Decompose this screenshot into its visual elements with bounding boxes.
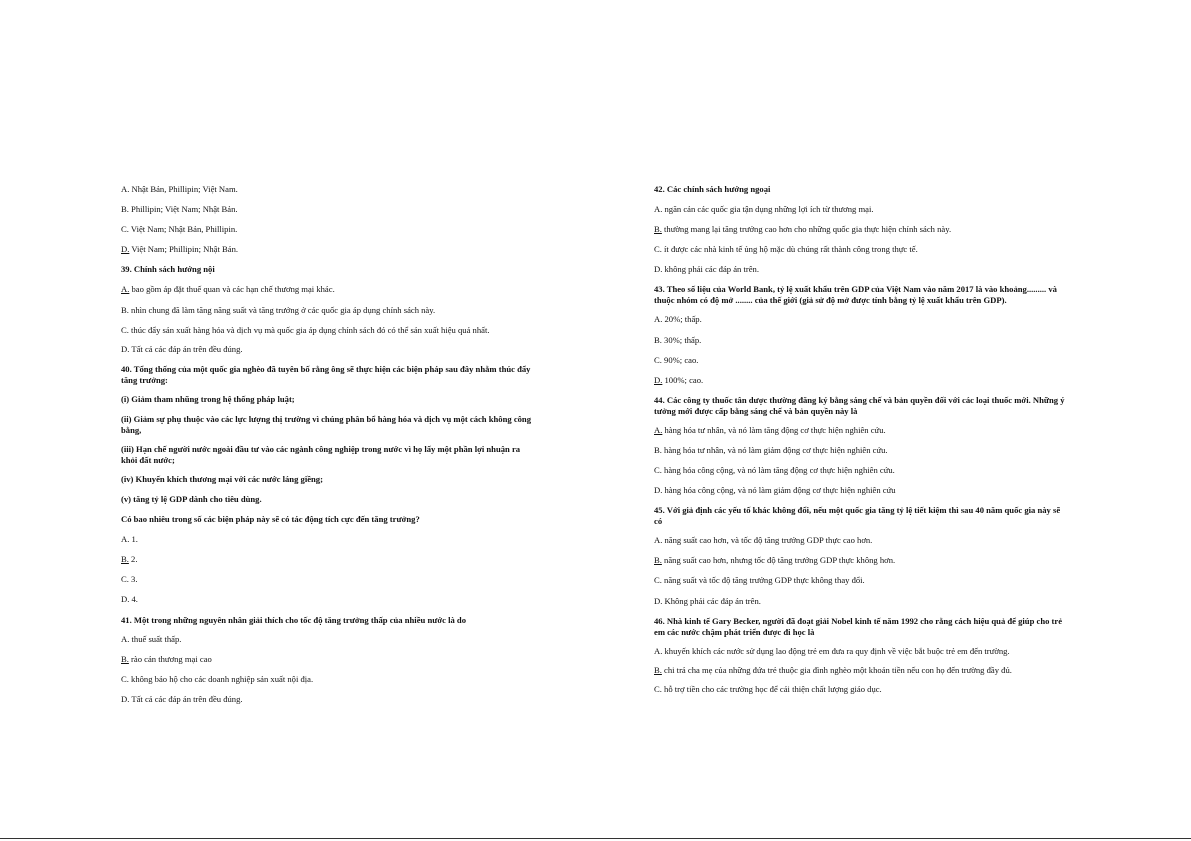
- answer-option: [654, 555, 1066, 566]
- option-letter: B.: [654, 664, 662, 675]
- option-letter: D.: [121, 693, 130, 704]
- answer-option: [121, 574, 533, 585]
- answer-option: [121, 674, 533, 685]
- question-text: [121, 364, 533, 386]
- answer-option: [121, 325, 533, 336]
- question-text: [654, 505, 1066, 527]
- page-bottom-rule: [0, 838, 1191, 839]
- question-body: 40. Tổng thống của một quốc gia nghèo đã tuyên bố rằng ông sẽ thực hiện các biện pháp sau đây nhằm thúc đẩy tăng trưởng:: [121, 363, 531, 385]
- answer-option: [654, 445, 1066, 456]
- option-text: Nhật Bản, Phillipin; Việt Nam.: [129, 184, 238, 194]
- answer-option: [654, 646, 1066, 657]
- answer-option: [121, 694, 533, 705]
- option-letter: B.: [654, 555, 662, 566]
- option-text: khuyến khích các nước sử dụng lao động trẻ em đưa ra quy định về việc bắt buộc trẻ em đến trường.: [662, 645, 1010, 656]
- question-body: 39. Chính sách hướng nội: [121, 264, 215, 275]
- option-letter: D.: [121, 594, 130, 605]
- answer-option: [654, 335, 1066, 346]
- option-text: hỗ trợ tiền cho các trường học để cải thiện chất lượng giáo dục.: [661, 683, 882, 694]
- option-letter: A.: [654, 645, 663, 656]
- answer-option: [654, 375, 1066, 386]
- question-body: 46. Nhà kinh tế Gary Becker, người đã đoạt giải Nobel kinh tế năm 1992 cho rằng cách hiệu quả để giúp cho trẻ em các nước chậm phát triển được đi học là: [654, 615, 1063, 637]
- question-text: [121, 514, 533, 525]
- answer-option: [121, 184, 533, 195]
- question-text: [121, 444, 533, 466]
- option-text: 100%; cao.: [662, 374, 704, 385]
- answer-option: [654, 665, 1066, 676]
- option-letter: B.: [654, 224, 662, 235]
- option-letter: D.: [654, 264, 663, 275]
- option-text: chi trả cha mẹ của những đứa trẻ thuộc gia đình nghèo một khoản tiền nếu con họ đến trường đầy đủ.: [661, 664, 1012, 675]
- option-letter: C.: [121, 224, 129, 235]
- answer-option: [121, 305, 533, 316]
- option-letter: A.: [654, 204, 663, 215]
- option-letter: A.: [121, 534, 130, 545]
- option-text: Tất cả các đáp án trên đều đúng.: [129, 693, 243, 704]
- answer-option: [654, 575, 1066, 586]
- option-letter: C.: [654, 575, 662, 586]
- option-text: năng suất cao hơn, và tốc độ tăng trưởng GDP thực cao hơn.: [662, 535, 873, 546]
- option-letter: A.: [654, 535, 663, 546]
- option-text: Việt Nam; Phillipin; Nhật Bản.: [129, 244, 239, 255]
- answer-option: [654, 535, 1066, 546]
- question-body: (i) Giảm tham nhũng trong hệ thống pháp luật;: [121, 393, 295, 404]
- option-text: hàng hóa tư nhân, và nó làm tăng động cơ thực hiện nghiên cứu.: [662, 424, 886, 435]
- option-text: thúc đẩy sản xuất hàng hóa và dịch vụ mà quốc gia áp dụng chính sách đó có thể sản xuất hiệu quả nhất.: [128, 324, 490, 335]
- question-body: Có bao nhiêu trong số các biện pháp này sẽ có tác động tích cực đến tăng trưởng?: [121, 514, 420, 525]
- option-text: Việt Nam; Nhật Bản, Phillipin.: [128, 224, 238, 235]
- option-letter: B.: [121, 554, 129, 565]
- option-text: ít được các nhà kinh tế ủng hộ mặc dù chúng rất thành công trong thực tế.: [661, 244, 918, 255]
- option-text: 2.: [128, 554, 138, 565]
- answer-option: [121, 594, 533, 605]
- option-letter: B.: [654, 444, 662, 455]
- question-body: 42. Các chính sách hướng ngoại: [654, 184, 771, 194]
- question-body: 45. Với giả định các yếu tố khác không đổi, nếu một quốc gia tăng tỷ lệ tiết kiệm thì sau 40 năm quốc gia này sẽ có: [654, 505, 1061, 527]
- question-text: [654, 284, 1066, 306]
- question-body: (iii) Hạn chế người nước ngoài đầu tư vào các ngành công nghiệp trong nước vì họ lấy một phần lợi nhuận ra khỏi đất nước;: [121, 443, 521, 465]
- option-text: thuế suất thấp.: [129, 633, 182, 644]
- question-body: 43. Theo số liệu của World Bank, tỷ lệ xuất khẩu trên GDP của Việt Nam vào năm 2017 là vào khoảng......... và thuộc nhóm có độ mở ........ của thế giới (giả sử độ mở được tính bằng tỷ lệ xuất khẩu trên GDP).: [654, 284, 1057, 306]
- option-letter: C.: [121, 574, 129, 585]
- option-text: hàng hóa công cộng, và nó làm giảm động cơ thực hiện nghiên cứu: [662, 485, 896, 496]
- question-text: [121, 474, 533, 485]
- option-letter: C.: [654, 244, 662, 255]
- question-text: [654, 395, 1066, 417]
- option-text: 90%; cao.: [661, 354, 699, 365]
- option-text: năng suất cao hơn, nhưng tốc độ tăng trưởng GDP thực không hơn.: [661, 555, 896, 566]
- answer-option: [654, 264, 1066, 275]
- option-text: hàng hóa công cộng, và nó làm tăng động cơ thực hiện nghiên cứu.: [661, 465, 895, 476]
- option-letter: B.: [121, 304, 129, 315]
- option-letter: B.: [654, 334, 662, 345]
- option-text: 4.: [129, 594, 138, 605]
- answer-option: [654, 314, 1066, 325]
- option-text: Tất cả các đáp án trên đều đúng.: [129, 343, 243, 354]
- question-text: [121, 264, 533, 275]
- option-text: hàng hóa tư nhân, và nó làm giảm động cơ thực hiện nghiên cứu.: [661, 444, 888, 455]
- option-letter: D.: [654, 374, 663, 385]
- option-text: ngăn cản các quốc gia tận dụng những lợi ích từ thương mại.: [662, 204, 874, 215]
- option-letter: D.: [121, 343, 130, 354]
- option-text: thường mang lại tăng trưởng cao hơn cho những quốc gia thực hiện chính sách này.: [661, 224, 952, 235]
- answer-option: [654, 684, 1066, 695]
- answer-option: [121, 634, 533, 645]
- option-text: 1.: [129, 534, 138, 545]
- question-body: (iv) Khuyến khích thương mại với các nước láng giềng;: [121, 473, 323, 484]
- option-text: 30%; thấp.: [661, 334, 702, 345]
- option-letter: A.: [654, 314, 663, 325]
- option-text: nhìn chung đã làm tăng năng suất và tăng trưởng ở các quốc gia áp dụng chính sách này.: [128, 304, 436, 315]
- answer-option: [654, 244, 1066, 255]
- answer-option: [121, 654, 533, 665]
- answer-option: [121, 344, 533, 355]
- answer-option: [654, 224, 1066, 235]
- question-text: [121, 494, 533, 505]
- option-letter: B.: [121, 653, 129, 664]
- answer-option: [121, 284, 533, 295]
- answer-option: [654, 425, 1066, 436]
- option-text: năng suất và tốc độ tăng trưởng GDP thực không thay đổi.: [661, 575, 865, 586]
- answer-option: [121, 534, 533, 545]
- question-text: [654, 184, 1066, 195]
- option-letter: A.: [121, 633, 130, 644]
- option-text: không bảo hộ cho các doanh nghiệp sản xuất nội địa.: [128, 673, 314, 684]
- option-text: bao gồm áp đặt thuế quan và các hạn chế thương mại khác.: [129, 284, 335, 295]
- question-text: [121, 615, 533, 626]
- option-letter: D.: [654, 485, 663, 496]
- question-body: 44. Các công ty thuốc tân dược thường đăng ký bằng sáng chế và bản quyền đối với các loại thuốc mới. Những ý tưởng mới được cấp bằng sáng chế và bản quyền này là: [654, 394, 1065, 416]
- answer-option: [654, 465, 1066, 476]
- option-letter: D.: [121, 244, 130, 255]
- question-body: (v) tăng tỷ lệ GDP dành cho tiêu dùng.: [121, 493, 262, 504]
- option-letter: C.: [654, 465, 662, 476]
- question-body: (ii) Giảm sự phụ thuộc vào các lực lượng thị trường vì chúng phân bổ hàng hóa và dịch vụ một cách không công bằng,: [121, 413, 532, 435]
- option-letter: D.: [654, 595, 663, 606]
- option-text: Phillipin; Việt Nam; Nhật Bản.: [128, 204, 238, 215]
- option-text: không phải các đáp án trên.: [662, 264, 760, 275]
- option-text: 20%; thấp.: [662, 314, 702, 325]
- answer-option: [121, 204, 533, 215]
- question-body: 41. Một trong những nguyên nhân giải thích cho tốc độ tăng trưởng thấp của nhiều nước là do: [121, 614, 467, 625]
- option-letter: C.: [121, 324, 129, 335]
- option-letter: C.: [654, 354, 662, 365]
- option-letter: B.: [121, 204, 129, 215]
- question-text: [121, 394, 533, 405]
- option-letter: A.: [654, 424, 663, 435]
- option-text: rào cản thương mại cao: [128, 653, 212, 664]
- answer-option: [121, 224, 533, 235]
- answer-option: [654, 485, 1066, 496]
- question-text: [121, 414, 533, 436]
- left-column: [121, 184, 533, 714]
- answer-option: [654, 355, 1066, 366]
- option-letter: A.: [121, 284, 130, 295]
- option-text: 3.: [128, 574, 138, 585]
- question-text: [654, 616, 1066, 638]
- option-letter: C.: [121, 673, 129, 684]
- option-letter: A.: [121, 184, 130, 194]
- answer-option: [654, 204, 1066, 215]
- option-letter: C.: [654, 683, 662, 694]
- right-column: [654, 184, 1066, 704]
- answer-option: [654, 596, 1066, 607]
- answer-option: [121, 554, 533, 565]
- answer-option: [121, 244, 533, 255]
- option-text: Không phải các đáp án trên.: [662, 595, 761, 606]
